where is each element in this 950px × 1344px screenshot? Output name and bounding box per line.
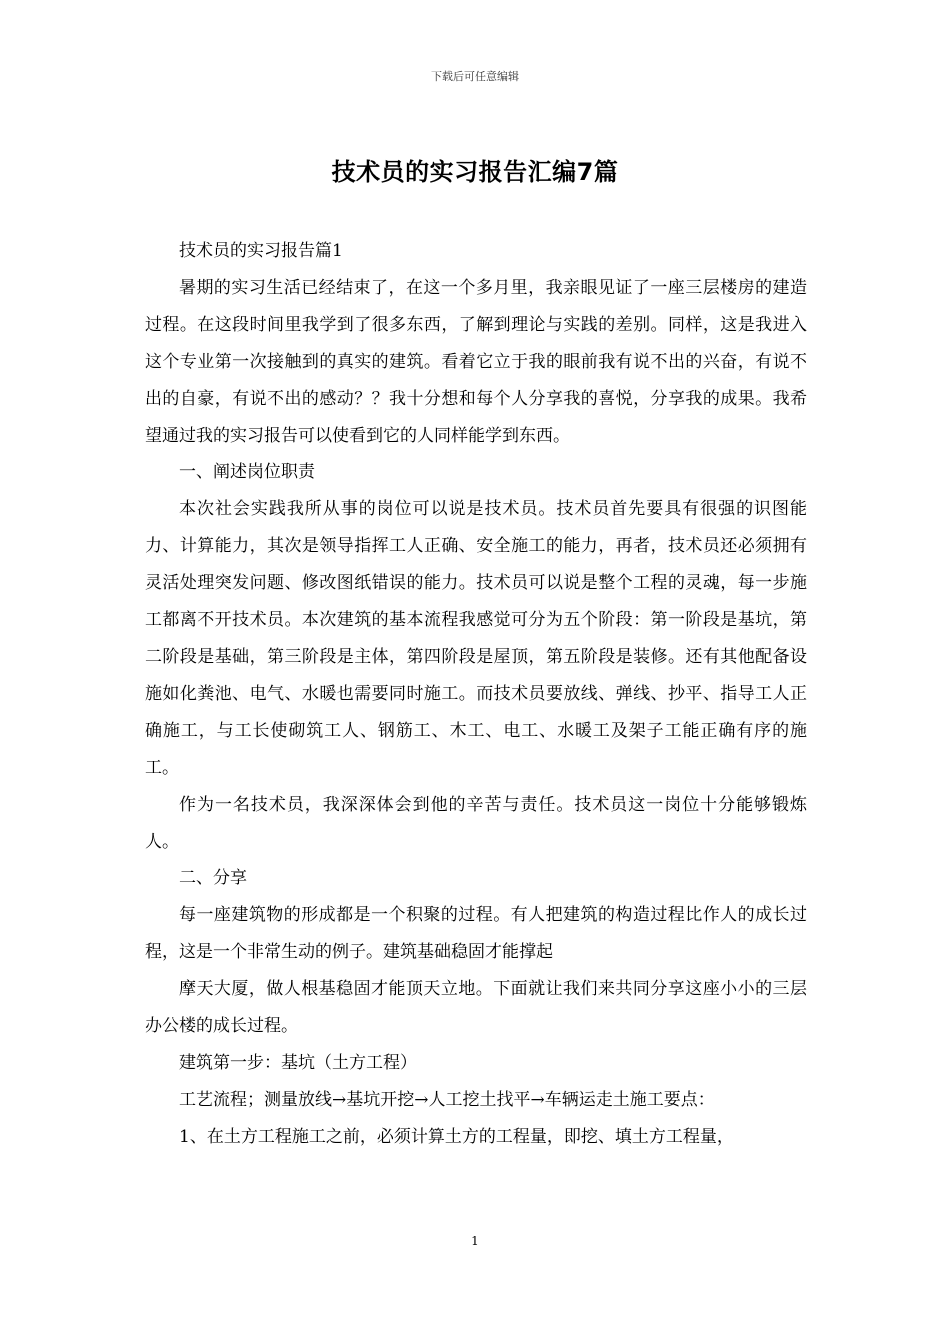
section-heading-report-1: 技术员的实习报告篇1	[179, 241, 343, 261]
section-heading-share: 二、分享	[179, 868, 247, 889]
document-title: 技术员的实习报告汇编7篇	[331, 158, 619, 186]
paragraph-process-flow: 工艺流程；测量放线→基坑开挖→人工挖土找平→车辆运走土施工要点：	[179, 1089, 715, 1110]
page-number: 1	[471, 1234, 479, 1248]
paragraph-share-continued: 摩天大厦，做人根基稳固才能顶天立地。下面就让我们来共同分享这座小小的三层办公楼的成长过程。	[145, 979, 807, 1037]
paragraph-share: 每一座建筑物的形成都是一个积聚的过程。有人把建筑的构造过程比作人的成长过程，这是一个非常生动的例子。建筑基础稳固才能撑起	[145, 905, 807, 963]
document-body	[145, 233, 807, 1156]
section-heading-duties: 一、阐述岗位职责	[179, 462, 315, 483]
paragraph-intro: 暑期的实习生活已经结束了，在这一个多月里，我亲眼见证了一座三层楼房的建造过程。在这段时间里我学到了很多东西，了解到理论与实践的差别。同样，这是我进入这个专业第一次接触到的真实的建筑。看着它立于我的眼前我有说不出的兴奋，有说不出的自豪，有说不出的感动？？我十分想和每个人分享我的喜悦，分享我的成果。我希望通过我的实习报告可以使看到它的人同样能学到东西。	[145, 277, 807, 446]
paragraph-reflection: 作为一名技术员，我深深体会到他的辛苦与责任。技术员这一岗位十分能够锻炼人。	[145, 794, 807, 852]
subheading-step-one: 建筑第一步：基坑（土方工程）	[179, 1052, 417, 1073]
list-item-1: 1、在土方工程施工之前，必须计算土方的工程量，即挖、填土方工程量，	[179, 1126, 734, 1147]
paragraph-duties: 本次社会实践我所从事的岗位可以说是技术员。技术员首先要具有很强的识图能力、计算能力，其次是领导指挥工人正确、安全施工的能力，再者，技术员还必须拥有灵活处理突发问题、修改图纸错误的能力。技术员可以说是整个工程的灵魂，每一步施工都离不开技术员。本次建筑的基本流程我感觉可分为五个阶段：第一阶段是基坑，第二阶段是基础，第三阶段是主体，第四阶段是屋顶，第五阶段是装修。还有其他配备设施如化粪池、电气、水暖也需要同时施工。而技术员要放线、弹线、抄平、指导工人正确施工，与工长使砌筑工人、钢筋工、木工、电工、水暖工及架子工能正确有序的施工。	[145, 499, 807, 778]
header-note: 下载后可任意编辑	[431, 70, 519, 83]
